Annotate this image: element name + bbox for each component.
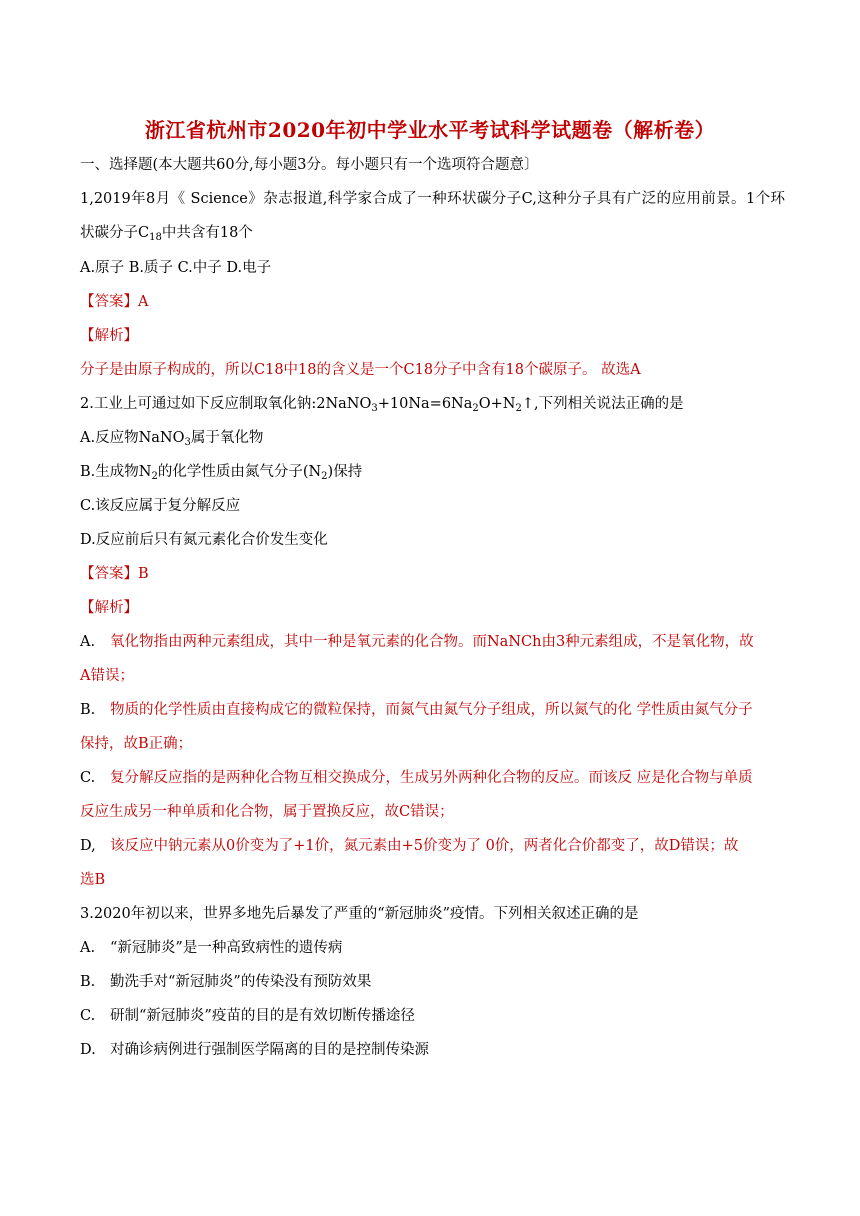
document-title: 浙江省杭州市2020年初中学业水平考试科学试题卷（解析卷） bbox=[144, 118, 716, 142]
q2-option-b: B.生成物$N_2$的化学性质由氮气分子$(N_2)$保持 bbox=[80, 464, 363, 482]
q2-analysis-a-line1: A. 氧化物指由两种元素组成，其中一种是氧元素的化合物。而NaNCh由3种元素组成，不是氧化物，故 bbox=[80, 634, 754, 650]
q2-analysis-d-line1: D, 该反应中钠元素从0价变为了+1价，氮元素由+5价变为了 0价，两者化合价都变了，故D错误；故 bbox=[80, 838, 739, 854]
q1-analysis: 分子是由原子构成的，所以C18中18的含义是一个C18分子中含有18个碳原子。 故选A bbox=[80, 362, 641, 378]
q2-analysis-c-line1: C. 复分解反应指的是两种化合物互相交换成分，生成另外两种化合物的反应。而该反 应是化合物与单质 bbox=[80, 770, 753, 786]
q2-analysis-d-line2: 选B bbox=[80, 872, 106, 888]
q2-option-d: D.反应前后只有氮元素化合价发生变化 bbox=[80, 532, 328, 548]
q3-stem: 3.2020年初以来，世界多地先后暴发了严重的“新冠肺炎”疫情。下列相关叙述正确的是 bbox=[80, 906, 639, 922]
q2-analysis-b-line1: B. 物质的化学性质由直接构成它的微粒保持，而氮气由氮气分子组成，所以氮气的化 学性质由氮气分子 bbox=[80, 702, 753, 718]
q3-option-d: D. 对确诊病例进行强制医学隔离的目的是控制传染源 bbox=[80, 1042, 429, 1058]
q3-option-c: C. 研制“新冠肺炎”疫苗的目的是有效切断传播途径 bbox=[80, 1008, 415, 1024]
q1-options: A.原子 B.质子 C.中子 D.电子 bbox=[80, 260, 272, 276]
q1-analysis-label: 【解析】 bbox=[80, 328, 138, 344]
q1-stem-line1: 1,2019年8月《 Science》杂志报道,科学家合成了一种环状碳分子C,这种分子具有广泛的应用前景。1个环 bbox=[80, 191, 785, 207]
q2-option-c: C.该反应属于复分解反应 bbox=[80, 498, 241, 514]
q1-stem-line2: 状碳分子$C_{18}$中共含有18个 bbox=[80, 225, 253, 243]
q2-option-a: A.反应物NaNO$_3$属于氧化物 bbox=[80, 430, 264, 448]
q1-answer: 【答案】A bbox=[80, 294, 149, 310]
q2-analysis-b-line2: 保持，故B正确； bbox=[80, 736, 193, 752]
q3-option-a: A. “新冠肺炎”是一种高致病性的遗传病 bbox=[80, 940, 343, 956]
q2-stem: 2.工业上可通过如下反应制取氧化钠$:2NaNO_3+10Na=6Na_2O+N_2↑$,下列相关说法正确的是 bbox=[80, 396, 684, 414]
q2-analysis-a-line2: A错误； bbox=[80, 668, 134, 684]
q2-answer: 【答案】B bbox=[80, 566, 149, 582]
q2-analysis-label: 【解析】 bbox=[80, 600, 138, 616]
q3-option-b: B. 勤洗手对“新冠肺炎”的传染没有预防效果 bbox=[80, 974, 372, 990]
section-heading: 一、选择题(本大题共60分,每小题3分。每小题只有一个选项符合题意〕 bbox=[80, 157, 539, 173]
q2-analysis-c-line2: 反应生成另一种单质和化合物，属于置换反应，故C错误； bbox=[80, 804, 454, 820]
